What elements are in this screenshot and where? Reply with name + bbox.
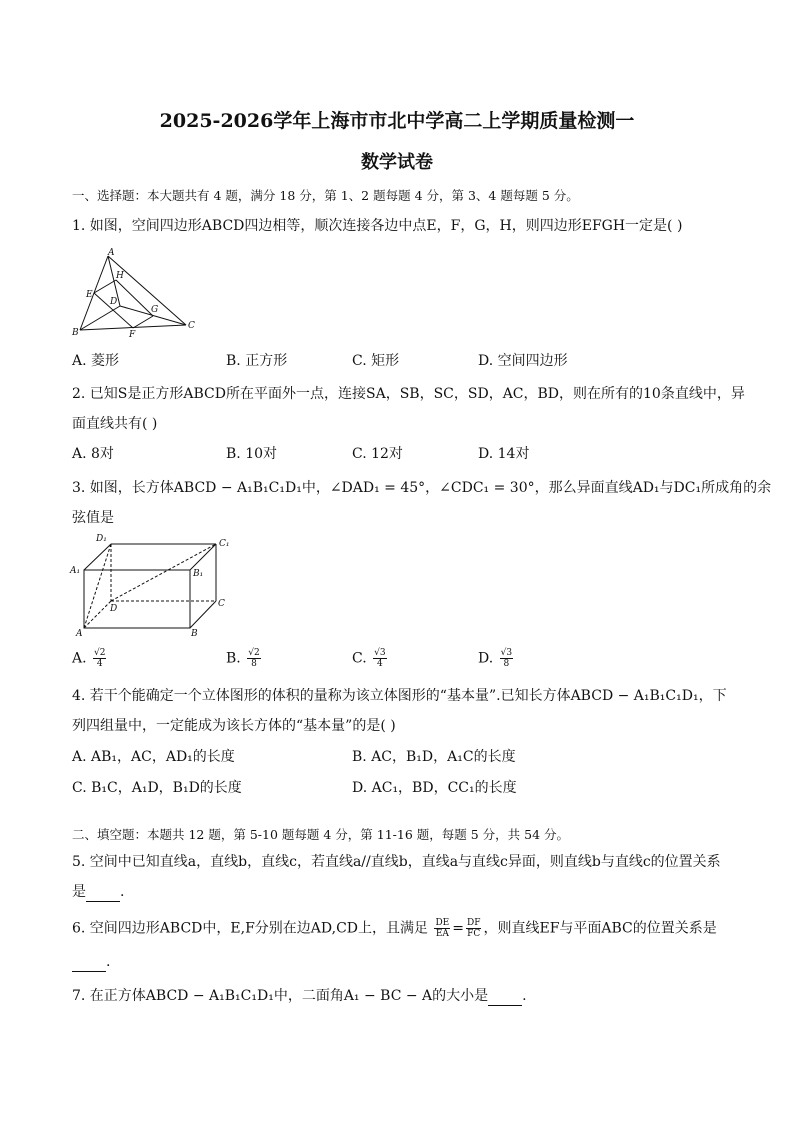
exam-subtitle: 数学试卷	[361, 152, 433, 173]
q3-option-b-denominator: 8	[251, 659, 257, 669]
q2-option-c[interactable]: C. 12对	[352, 446, 403, 462]
q1-option-b[interactable]: B. 正方形	[226, 353, 288, 369]
question-7-line	[72, 986, 732, 1006]
q3-option-b-numerator: √2	[248, 648, 260, 658]
question-4-line-2: 列四组量中，一定能成为该长方体的“基本量”的是( )	[72, 718, 396, 734]
q3-option-d-denominator: 8	[503, 659, 510, 669]
q6-fraction-df-fc	[466, 918, 481, 939]
q3-option-d-fraction	[500, 648, 513, 669]
q1-option-d[interactable]: D. 空间四边形	[478, 353, 568, 369]
question-5-line-1: 5. 空间中已知直线a，直线b，直线c，若直线a//直线b，直线a与直线c异面，则直线b与直线c的位置关系	[72, 854, 721, 870]
q3-label-c1: C₁	[219, 539, 230, 549]
q3-option-b[interactable]	[226, 648, 263, 669]
q7-answer-blank[interactable]	[488, 991, 522, 1006]
question-3-line-2: 弦值是	[72, 510, 114, 526]
q3-option-d-numerator: √3	[500, 648, 513, 658]
q4-option-b[interactable]: B. AC，B₁D，A₁C的长度	[352, 749, 516, 765]
q3-option-b-prefix: B.	[226, 650, 241, 667]
q6-frac1-numerator: DE	[435, 918, 450, 928]
q3-option-d-prefix: D.	[478, 650, 494, 667]
q3-option-c-numerator: √3	[374, 648, 386, 658]
question-2-line-2: 面直线共有( )	[72, 416, 158, 432]
q3-label-a1: A₁	[70, 566, 81, 576]
q1-label-f: F	[129, 330, 136, 338]
q3-option-a[interactable]	[72, 648, 108, 669]
q3-option-c[interactable]	[352, 648, 389, 669]
q6-frac2-numerator: DF	[467, 918, 481, 928]
q6-equals: =	[452, 920, 464, 937]
q7-end-punct: .	[522, 988, 527, 1004]
q3-option-a-prefix: A.	[72, 650, 87, 667]
q3-label-d: D	[110, 604, 118, 614]
q6-frac2-denominator: FC	[467, 929, 481, 939]
q3-option-a-denominator: 4	[96, 659, 103, 669]
q3-option-d[interactable]	[478, 648, 515, 669]
question-5-line-2	[72, 882, 732, 902]
q2-option-a[interactable]: A. 8对	[72, 446, 114, 462]
question-3-line-1: 3. 如图，长方体ABCD − A₁B₁C₁D₁中，∠DAD₁ = 45°，∠CDC₁ = 30°，那么异面直线AD₁与DC₁所成角的余	[72, 480, 772, 496]
q4-option-d[interactable]: D. AC₁，BD，CC₁的长度	[352, 780, 517, 796]
question-6-line-1	[72, 918, 732, 939]
q4-option-c[interactable]: C. B₁C，A₁D，B₁D的长度	[72, 780, 242, 796]
q3-option-b-fraction	[247, 648, 260, 669]
q1-tetrahedron-figure	[70, 246, 200, 338]
q7-text: 7. 在正方体ABCD − A₁B₁C₁D₁中，二面角A₁ − BC − A的大小是	[72, 988, 489, 1004]
q1-label-g: G	[151, 305, 159, 315]
q6-pre-text: 6. 空间四边形ABCD中，E,F分别在边AD,CD上，且满足	[72, 920, 429, 937]
q6-end-punct: .	[106, 954, 111, 970]
q5-answer-blank[interactable]	[86, 887, 120, 902]
q2-option-d[interactable]: D. 14对	[478, 446, 530, 462]
q6-fraction-de-ea	[434, 918, 450, 939]
question-6-line-2	[72, 952, 732, 972]
q1-label-c: C	[188, 321, 195, 331]
q3-option-a-fraction	[93, 648, 106, 669]
q5-line-2-text: 是	[72, 884, 86, 900]
question-2-line-1: 2. 已知S是正方形ABCD所在平面外一点，连接SA，SB，SC，SD，AC，BD，则在所有的10条直线中，异	[72, 386, 745, 402]
q3-option-c-fraction	[373, 648, 386, 669]
q3-label-a: A	[76, 629, 83, 638]
q3-option-a-numerator: √2	[94, 648, 106, 658]
q3-option-c-denominator: 4	[376, 659, 383, 669]
q3-option-c-prefix: C.	[352, 650, 367, 667]
q1-option-a[interactable]: A. 菱形	[72, 353, 120, 369]
q6-frac1-denominator: EA	[435, 929, 449, 939]
question-1-text: 1. 如图，空间四边形ABCD四边相等，顺次连接各边中点E，F，G，H，则四边形EFGH一定是( )	[72, 218, 683, 234]
exam-title: 2025-2026学年上海市市北中学高二上学期质量检测一	[159, 110, 635, 132]
q6-answer-blank[interactable]	[72, 957, 106, 972]
q3-label-b: B	[191, 629, 198, 638]
section-2-heading: 二、填空题：本题共 12 题，第 5-10 题每题 4 分，第 11-16 题，每题 5 分，共 54 分。	[72, 827, 570, 842]
q1-label-h: H	[116, 271, 124, 281]
q3-label-c: C	[218, 599, 225, 609]
q1-label-a: A	[108, 248, 115, 258]
q3-cuboid-figure	[68, 530, 240, 638]
question-4-line-1: 4. 若干个能确定一个立体图形的体积的量称为该立体图形的“基本量”.已知长方体ABCD − A₁B₁C₁D₁，下	[72, 688, 727, 704]
q1-label-b: B	[72, 328, 79, 338]
q3-label-d1: D₁	[96, 534, 107, 544]
section-1-heading: 一、选择题：本大题共有 4 题，满分 18 分，第 1、2 题每题 4 分，第 3、4 题每题 5 分。	[72, 188, 579, 203]
q1-option-c[interactable]: C. 矩形	[352, 353, 400, 369]
q1-label-d: D	[110, 297, 118, 307]
q3-label-b1: B₁	[193, 569, 204, 579]
q1-label-e: E	[86, 290, 93, 300]
q2-option-b[interactable]: B. 10对	[226, 446, 278, 462]
q5-end-punct: .	[120, 884, 125, 900]
q4-option-a[interactable]: A. AB₁，AC，AD₁的长度	[72, 749, 235, 765]
q6-post-text: ，则直线EF与平面ABC的位置关系是	[483, 920, 717, 937]
